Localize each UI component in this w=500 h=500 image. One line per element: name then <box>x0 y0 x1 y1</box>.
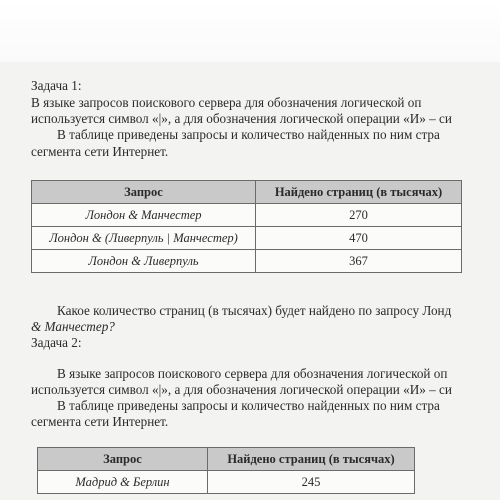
task2-intro-line-4: сегмента сети Интернет. <box>31 414 169 429</box>
column-header-count: Найдено страниц (в тысячах) <box>208 448 415 471</box>
task2-query-table <box>37 447 415 494</box>
count-cell: 470 <box>256 227 462 250</box>
count-cell: 367 <box>256 250 462 273</box>
task2-intro-line-1: В языке запросов поискового сервера для обозначения логической оп <box>57 366 448 381</box>
task1-question-line-2: & Манчестер? <box>31 319 115 334</box>
task2-title: Задача 2: <box>31 335 82 350</box>
table-row <box>38 471 415 494</box>
query-cell: Мадрид & Берлин <box>38 471 208 494</box>
task1-intro-line-2: используется символ «|», а для обозначения логической операции «И» – си <box>31 111 452 126</box>
task2-intro-line-2: используется символ «|», а для обозначения логической операции «И» – си <box>31 382 452 397</box>
table-row <box>32 250 462 273</box>
task1-query-table <box>31 180 462 273</box>
task1-intro-line-1: В языке запросов поискового сервера для обозначения логической оп <box>31 95 422 110</box>
query-cell: Лондон & Манчестер <box>32 204 256 227</box>
task1-intro-line-4: сегмента сети Интернет. <box>31 144 169 159</box>
table-row <box>32 227 462 250</box>
task1-question-line-1: Какое количество страниц (в тысячах) будет найдено по запросу Лонд <box>57 303 452 318</box>
table-row <box>32 204 462 227</box>
task2-intro-line-3: В таблице приведены запросы и количество найденных по ним стра <box>57 398 440 413</box>
column-header-query: Запрос <box>38 448 208 471</box>
query-cell: Лондон & Ливерпуль <box>32 250 256 273</box>
count-cell: 245 <box>208 471 415 494</box>
count-cell: 270 <box>256 204 462 227</box>
column-header-query: Запрос <box>32 181 256 204</box>
query-cell: Лондон & (Ливерпуль | Манчестер) <box>32 227 256 250</box>
table-header-row <box>38 448 415 471</box>
column-header-count: Найдено страниц (в тысячах) <box>256 181 462 204</box>
task1-intro-line-3: В таблице приведены запросы и количество найденных по ним стра <box>57 127 440 142</box>
table-header-row <box>32 181 462 204</box>
task1-title: Задача 1: <box>31 78 82 93</box>
